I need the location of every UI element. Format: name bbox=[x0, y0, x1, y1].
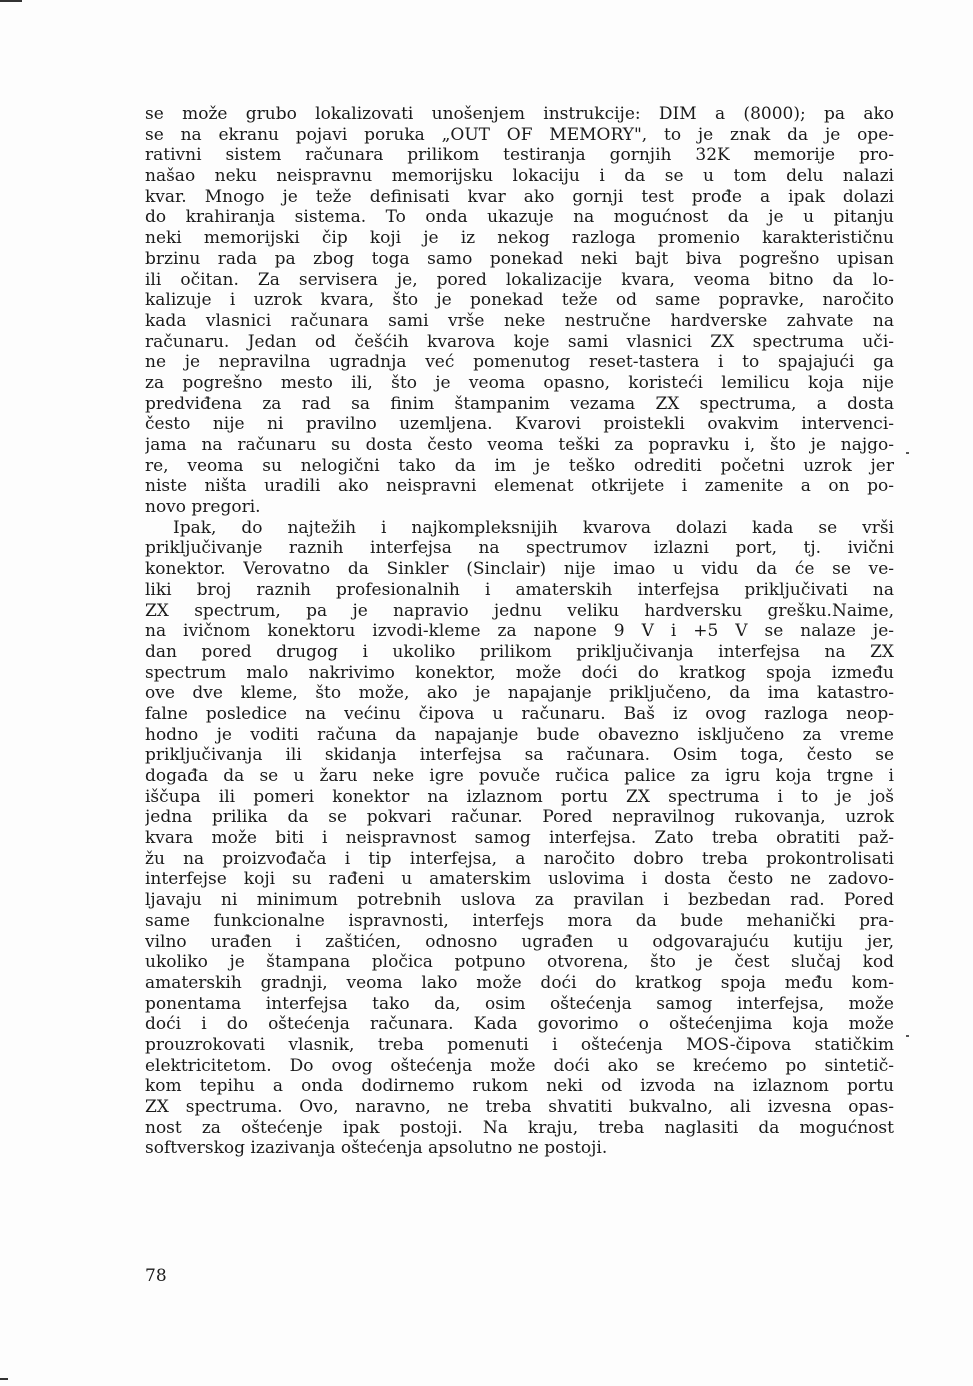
text-line: često nije ni pravilno uzemljena. Kvarovi proistekli ovakvim intervenci- bbox=[145, 414, 894, 435]
text-line: konektor. Verovatno da Sinkler (Sinclair) nije imao u vidu da će se ve- bbox=[145, 559, 894, 580]
text-line: neki memorijski čip koji je iz nekog razloga promenio karakterističnu bbox=[145, 228, 894, 249]
paragraph bbox=[145, 104, 894, 518]
text-line: do krahiranja sistema. To onda ukazuje na mogućnost da je u pitanju bbox=[145, 207, 894, 228]
text-line: ukoliko je štampana pločica potpuno otvorena, što je čest slučaj kod bbox=[145, 952, 894, 973]
text-line: predviđena za rad sa finim štampanim vezama ZX spectruma, a dosta bbox=[145, 393, 894, 414]
text-line: ponentama interfejsa tako da, osim oštećenja samog interfejsa, može bbox=[145, 993, 894, 1014]
text-line: Ipak, do najtežih i najkompleksnijih kvarova dolazi kada se vrši bbox=[173, 517, 894, 538]
paragraph bbox=[145, 518, 894, 1159]
text-line: ZX spectruma. Ovo, naravno, ne treba shvatiti bukvalno, ali izvesna opas- bbox=[145, 1097, 894, 1117]
text-line: falne posledice na većinu čipova u računaru. Baš iz ovog razloga neop- bbox=[145, 703, 894, 724]
text-line: jama na računaru su dosta često veoma teški za popravku i, što je najgo- bbox=[145, 435, 894, 455]
text-line: događa da se u žaru neke igre povuče ručica palice za igru koja trgne i bbox=[145, 766, 894, 786]
text-line: ZX spectrum, pa je napravio jednu veliku hardversku grešku.Naime, bbox=[145, 600, 894, 621]
text-line: elektricitetom. Do ovog oštećenja može doći ako se krećemo po sintetič- bbox=[145, 1055, 894, 1076]
text-line: brzinu rada pa zbog toga samo ponekad neki bajt biva pogrešno upisan bbox=[145, 248, 894, 269]
text-line: se na ekranu pojavi poruka „OUT OF MEMORY", to je znak da je ope- bbox=[145, 124, 894, 145]
text-line: doći i do oštećenja računara. Kada govorimo o oštećenjima koja može bbox=[145, 1014, 894, 1035]
text-line: softverskog izazivanja oštećenja apsolutno ne postoji. bbox=[145, 1138, 608, 1159]
text-line: niste ništa uradili ako neispravni elemenat otkrijete i zamenite a on po- bbox=[145, 476, 894, 497]
text-line: liki broj raznih profesionalnih i amaterskih interfejsa priključivati na bbox=[145, 579, 894, 600]
text-line: novo pregori. bbox=[145, 497, 261, 518]
text-line: za pogrešno mesto ili, što je veoma opasno, koristeći lemilicu koja nije bbox=[145, 372, 894, 393]
text-line: hodno je voditi računa da napajanje bude obavezno isključeno za vreme bbox=[145, 724, 894, 745]
text-line: prouzrokovati vlasnik, treba pomenuti i oštećenja MOS-čipova statičkim bbox=[145, 1034, 894, 1055]
text-line: vilno urađen i zaštićen, odnosno ugrađen u odgovarajuću kutiju jer, bbox=[145, 931, 894, 952]
margin-speck bbox=[906, 452, 909, 454]
text-line: same funkcionalne ispravnosti, interfejs mora da bude mehanički pra- bbox=[145, 910, 894, 931]
text-line: rativni sistem računara prilikom testiranja gornjih 32K memorije pro- bbox=[145, 145, 894, 166]
text-line: ljavaju ni minimum potrebnih uslova za pravilan i bezbedan rad. Pored bbox=[145, 890, 894, 911]
text-line: iščupa ili pomeri konektor na izlaznom portu ZX spectruma i to je još bbox=[145, 786, 894, 807]
text-line: re, veoma su nelogični tako da im je teško odrediti početni uzrok jer bbox=[145, 455, 894, 476]
margin-speck bbox=[906, 1035, 909, 1037]
text-line: priključivanja ili skidanja interfejsa sa računara. Osim toga, često se bbox=[145, 745, 894, 766]
text-line: spectrum malo nakrivimo konektor, može doći do kratkog spoja između bbox=[145, 662, 894, 683]
scan-corner-mark bbox=[0, 0, 22, 2]
text-line: kalizuje i uzrok kvara, što je ponekad teže od same popravke, naročito bbox=[145, 290, 894, 311]
scan-corner-mark-bottom bbox=[0, 1378, 8, 1380]
text-line: interfejse koji su rađeni u amaterskim uslovima i dosta često ne zadovo- bbox=[145, 869, 894, 890]
text-line: ili očitan. Za servisera je, pored lokalizacije kvara, veoma bitno da lo- bbox=[145, 269, 894, 290]
text-line: ove dve kleme, što može, ako je napajanje priključeno, da ima katastro- bbox=[145, 683, 894, 704]
text-line: na ivičnom konektoru izvodi-kleme za napone 9 V i +5 V se nalaze je- bbox=[145, 621, 894, 642]
text-line: se može grubo lokalizovati unošenjem instrukcije: DIM a (8000); pa ako bbox=[145, 104, 894, 124]
text-line: amaterskih gradnji, veoma lako može doći do kratkog spoja među kom- bbox=[145, 972, 894, 993]
text-line: dan pored drugog i ukoliko prilikom priključivanja interfejsa na ZX bbox=[145, 641, 894, 662]
body-text bbox=[145, 104, 894, 1159]
text-line: računaru. Jedan od češćih kvarova koje sami vlasnici ZX spectruma uči- bbox=[145, 331, 894, 352]
text-line: priključivanje raznih interfejsa na spectrumov izlazni port, tj. ivični bbox=[145, 538, 894, 559]
text-line: kvara može biti i neispravnost samog interfejsa. Zato treba obratiti paž- bbox=[145, 828, 894, 849]
text-line: kom tepihu a onda dodirnemo rukom neki od izvoda na izlaznom portu bbox=[145, 1076, 894, 1097]
text-line: našao neku neispravnu memorijsku lokaciju i da se u tom delu nalazi bbox=[145, 166, 894, 187]
text-line: nost za oštećenje ipak postoji. Na kraju, treba naglasiti da mogućnost bbox=[145, 1117, 894, 1138]
text-line: jedna prilika da se pokvari računar. Pored nepravilnog rukovanja, uzrok bbox=[145, 807, 894, 828]
page-number: 78 bbox=[145, 1266, 167, 1286]
text-line: žu na proizvođača i tip interfejsa, a naročito dobro treba prokontrolisati bbox=[145, 848, 894, 869]
text-line: kada vlasnici računara sami vrše neke nestručne hardverske zahvate na bbox=[145, 310, 894, 331]
text-line: kvar. Mnogo je teže definisati kvar ako gornji test prođe a ipak dolazi bbox=[145, 186, 894, 207]
text-line: ne je nepravilna ugradnja već pomenutog reset-tastera i to spajajući ga bbox=[145, 352, 894, 373]
